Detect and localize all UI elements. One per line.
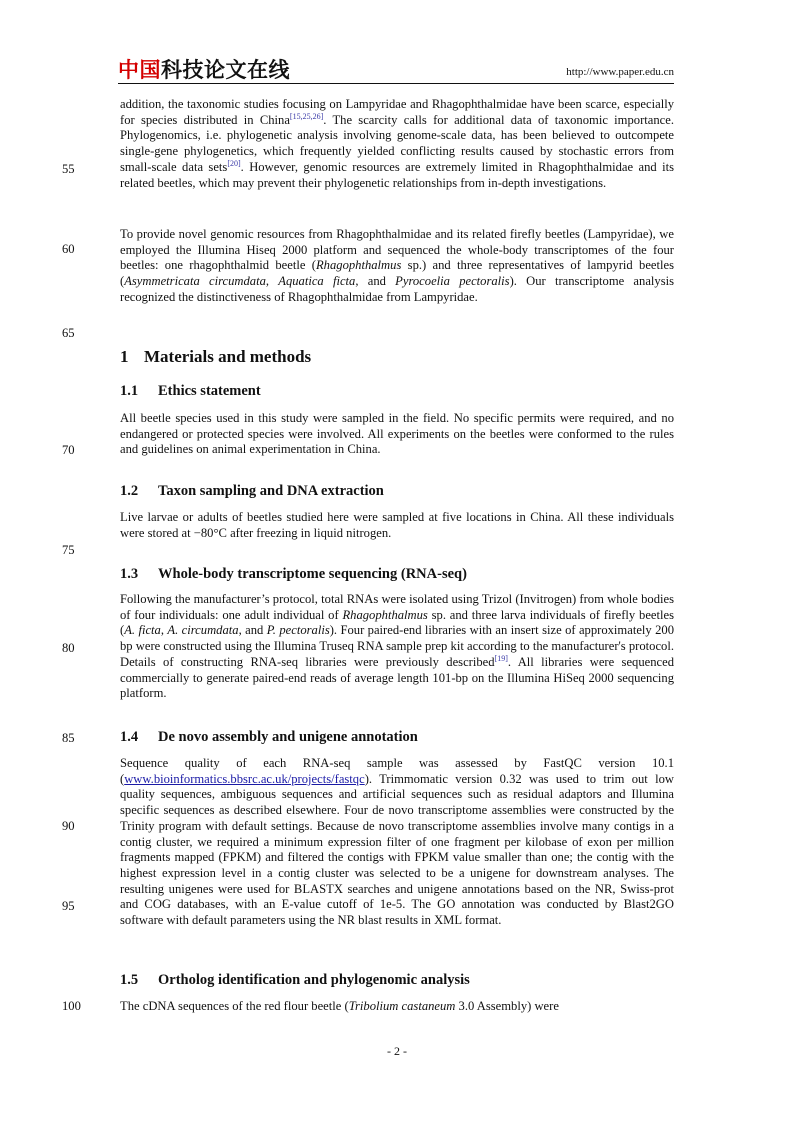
line-number: 80 <box>62 641 75 655</box>
line-number: 55 <box>62 162 75 176</box>
intro-paragraph-1: addition, the taxonomic studies focusing on Lampyridae and Rhagophthalmidae have been scarce, especially for species distributed in China[15,25,26]. The scarcity calls for additional data of taxonomic importance. Phylogenomics, i.e. phylogenetic analysis involving genome-scale data, has been believed to outcompete single-gene phylogenetics, which frequently yielded conflicting results caused by stochastic errors from small-scale data sets[20]. However, genomic resources are extremely limited in Rhagophthalmidae and its related beetles, which may prevent their phylogenetic relationships from in-depth investigations. <box>120 97 674 190</box>
fastqc-link[interactable]: www.bioinformatics.bbsrc.ac.uk/projects/fastqc <box>124 771 365 786</box>
line-number: 85 <box>62 731 75 745</box>
line-number: 100 <box>62 999 81 1013</box>
assembly-paragraph: Sequence quality of each RNA-seq sample was assessed by FastQC version 10.1 (www.bioinformatics.bbsrc.ac.uk/projects/fastqc). Trimmomatic version 0.32 was used to trim out low quality sequences, ambiguous sequences and artificial sequences such as residual adaptors and Illumina specific sequences as described elsewhere. Four de novo transcriptome assemblies were constructed by the Trinity program with default settings. Because de novo transcriptome assemblies involve many contigs in a contig cluster, we required a minimum expression filter of one fragment per kilobase of exon per million fragments mapped (FPKM) and filtered the contigs with FPKM value smaller than one; the contig with the highest expression level in a contig cluster was selected to be a unigene for downstream analyses. The resulting unigenes were used for BLASTX searches and unigene annotations based on the NR, Swiss-prot and COG databases, with an E-value cutoff of 1e-5. The GO annotation was conducted by Blast2GO software with default parameters using the NR blast results in XML format. <box>120 756 674 928</box>
line-number: 95 <box>62 899 75 913</box>
ethics-paragraph: All beetle species used in this study were sampled in the field. No specific permits were required, and no endangered or protected species were involved. All experiments on the beetles were conformed to the rules and guidelines on animal experimentation in China. <box>120 411 674 457</box>
citation[interactable]: [19] <box>494 653 508 663</box>
subsection-heading: 1.4 De novo assembly and unigene annotation <box>120 729 418 745</box>
journal-logo: 中国科技论文在线 <box>118 58 290 82</box>
line-number: 60 <box>62 242 75 256</box>
rnaseq-paragraph: Following the manufacturer’s protocol, total RNAs were isolated using Trizol (Invitrogen) from whole bodies of four individuals: one adult individual of Rhagophthalmus sp. and three larva individuals of firefly beetles (A. ficta, A. circumdata, and P. pectoralis). Four paired-end libraries with an insert size of approximately 200 bp were constructed using the Illumina Truseq RNA sample prep kit according to the manufacturer's protocol. Details of constructing RNA-seq libraries were previously described[19]. All libraries were sequenced commercially to generate paired-end reads of average length 101-bp on the Illumina HiSeq 2000 sequencing platform. <box>120 592 675 701</box>
section-heading: 1 Materials and methods <box>120 347 312 366</box>
intro-paragraph-2: To provide novel genomic resources from Rhagophthalmidae and its related firefly beetles (Lampyridae), we employed the Illumina Hiseq 2000 platform and sequenced the whole-body transcriptomes of the four beetles: one rhagophthalmid beetle (Rhagophthalmus sp.) and three representatives of lampyrid beetles (Asymmetricata circumdata, Aquatica ficta, and Pyrocoelia pectoralis). Our transcriptome analysis recognized the distinctiveness of Rhagophthalmidae from Lampyridae. <box>120 227 675 304</box>
subsection-heading: 1.3 Whole-body transcriptome sequencing (RNA-seq) <box>120 566 467 582</box>
line-number: 65 <box>62 326 75 340</box>
citation[interactable]: [20] <box>227 158 241 168</box>
line-number: 75 <box>62 543 75 557</box>
citation[interactable]: [15,25,26] <box>289 111 324 121</box>
subsection-heading: 1.2 Taxon sampling and DNA extraction <box>120 483 384 499</box>
page-number: - 2 - <box>387 1044 407 1058</box>
subsection-heading: 1.1 Ethics statement <box>120 383 261 399</box>
header-url[interactable]: http://www.paper.edu.cn <box>566 66 674 78</box>
line-number: 70 <box>62 443 75 457</box>
sampling-paragraph: Live larvae or adults of beetles studied here were sampled at five locations in China. All these individuals were stored at −80°C after freezing in liquid nitrogen. <box>120 510 674 540</box>
ortholog-paragraph: The cDNA sequences of the red flour beetle (Tribolium castaneum 3.0 Assembly) were <box>120 999 559 1013</box>
line-number: 90 <box>62 819 75 833</box>
subsection-heading: 1.5 Ortholog identification and phylogenomic analysis <box>120 972 470 988</box>
header-rule <box>118 83 674 84</box>
